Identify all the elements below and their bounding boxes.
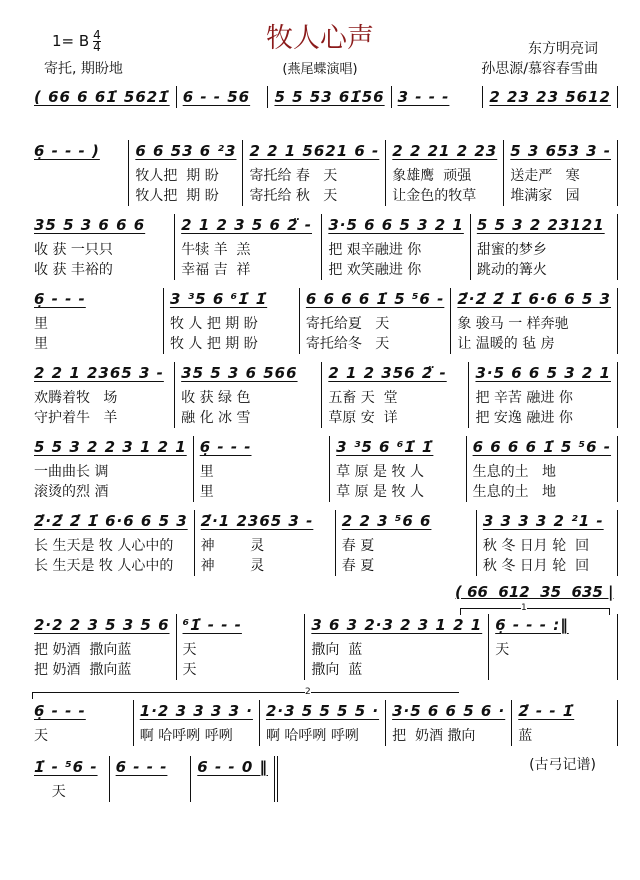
measure bbox=[330, 436, 466, 502]
measure-notes: 5 5 53 61̇56 bbox=[274, 88, 385, 106]
measure bbox=[175, 214, 322, 280]
measure-notes: 1·2 3 3 3 3 · bbox=[139, 702, 253, 720]
measure-notes: 2 23 23 5612 bbox=[489, 88, 611, 106]
lyric-verse-1: 一曲曲长 调 bbox=[34, 464, 109, 480]
measure-notes: 2 2 1 2365 3 - bbox=[34, 364, 164, 382]
lyric-verse-2: 生息的土 地 bbox=[472, 484, 556, 500]
lyric-verse-1: 甜蜜的梦乡 bbox=[476, 242, 547, 258]
lyric-verse-1: 天 bbox=[34, 784, 66, 800]
measure-notes: 1̇ - ⁵6 - bbox=[34, 758, 98, 776]
measure bbox=[177, 614, 306, 680]
staff-row bbox=[28, 362, 618, 428]
measure bbox=[260, 700, 386, 746]
measure-notes: 2̇·2̇ 2̇ 1̇ 6·6 6 5 3 bbox=[34, 512, 188, 530]
staff-row bbox=[28, 756, 278, 802]
measure-notes: 6 6 6 6 1̇ 5 ⁵6 - bbox=[472, 438, 612, 456]
measure bbox=[322, 214, 471, 280]
lyric-verse-2: 跳动的篝火 bbox=[476, 262, 547, 278]
measure bbox=[195, 510, 336, 576]
lyric-verse-2: 守护着牛 羊 bbox=[34, 410, 118, 426]
measure-notes: 2 2 1 5621 6 - bbox=[249, 142, 380, 160]
lyric-verse-1: 秋 冬 日月 轮 回 bbox=[482, 538, 590, 554]
measure bbox=[28, 140, 129, 206]
staff-row bbox=[28, 86, 618, 108]
measure bbox=[386, 140, 504, 206]
measure-notes: 6̣ - - - ) bbox=[34, 142, 100, 160]
staff-row bbox=[28, 288, 618, 354]
lyric-verse-1: 天 bbox=[495, 642, 510, 658]
measure bbox=[483, 86, 618, 108]
measure bbox=[129, 140, 243, 206]
interlude-notes: ( 66 612 35 635 | bbox=[455, 583, 614, 601]
measure bbox=[386, 700, 512, 746]
lyric-verse-1: 啊 哈呼咧 呼咧 bbox=[265, 728, 359, 744]
lyric-verse-1: 啊 哈呼咧 呼咧 bbox=[139, 728, 233, 744]
measure-notes: 3·5 6 6 5 3 2 1 bbox=[328, 216, 464, 234]
measure-notes: 2 2 21 2 23 bbox=[392, 142, 498, 160]
lyric-verse-2: 收 获 丰裕的 bbox=[34, 262, 113, 278]
lyric-verse-2: 幸福 吉 祥 bbox=[181, 262, 251, 278]
lyricist-credit: 东方明亮词 bbox=[528, 41, 598, 57]
measure-notes: 3 ³5 6 ⁶1̇ 1̇ bbox=[336, 438, 434, 456]
measure bbox=[28, 288, 164, 354]
measure bbox=[268, 86, 391, 108]
lyric-verse-1: 蓝 bbox=[518, 728, 533, 744]
lyric-verse-1: 把 奶酒 撒向蓝 bbox=[34, 642, 132, 658]
measure-notes: ⁶1̇ - - - bbox=[182, 616, 242, 634]
lyric-verse-2: 把 欢笑融进 你 bbox=[328, 262, 422, 278]
staff-row bbox=[28, 140, 618, 206]
lyric-verse-2: 让 温暖的 毡 房 bbox=[457, 336, 555, 352]
lyric-verse-1: 春 夏 bbox=[341, 538, 375, 554]
song-title: 牧人心声 bbox=[266, 23, 374, 54]
measure bbox=[177, 86, 269, 108]
lyric-verse-2: 滚烫的烈 酒 bbox=[34, 484, 109, 500]
lyric-verse-2: 撒向 蓝 bbox=[311, 662, 363, 678]
measure bbox=[322, 362, 469, 428]
lyric-verse-1: 里 bbox=[34, 316, 48, 332]
measure-notes: 6̣ - - - bbox=[199, 438, 252, 456]
measure bbox=[28, 362, 175, 428]
measure bbox=[191, 756, 278, 802]
lyric-verse-2: 融 化 冰 雪 bbox=[181, 410, 251, 426]
measure-notes: 3·5 6 6 5 6 · bbox=[392, 702, 506, 720]
lyric-verse-1: 寄托给 春 天 bbox=[249, 168, 338, 184]
staff-row bbox=[28, 700, 618, 746]
measure-notes: 3 3 3 3 2 ²1 - bbox=[482, 512, 604, 530]
measure bbox=[28, 86, 177, 108]
lyric-verse-2: 神 灵 bbox=[200, 558, 265, 574]
measure-notes: 6 - - 0 ‖ bbox=[197, 758, 268, 776]
lyric-verse-1: 牧人把 期 盼 bbox=[135, 168, 219, 184]
measure bbox=[451, 288, 618, 354]
measure-notes: 2̇·1 2365 3 - bbox=[200, 512, 314, 530]
lyric-verse-2: 牧人把 期 盼 bbox=[135, 188, 219, 204]
staff-row bbox=[28, 436, 618, 502]
measure-notes: 3 ³5 6 ⁶1̇ 1̇ bbox=[169, 290, 268, 308]
measure-notes: 2·2 2 3 5 3 5 6 bbox=[34, 616, 170, 634]
lyric-verse-2: 寄托给 秋 天 bbox=[249, 188, 338, 204]
lyric-verse-2: 春 夏 bbox=[341, 558, 375, 574]
measure bbox=[164, 288, 300, 354]
measure bbox=[134, 700, 260, 746]
measure-notes: 5 5 3 2 2 3 1 2 1 bbox=[34, 438, 187, 456]
lyric-verse-1: 象雄鹰 顽强 bbox=[392, 168, 472, 184]
staff-row bbox=[28, 614, 618, 680]
measure bbox=[489, 614, 618, 680]
lyric-verse-1: 牛犊 羊 羔 bbox=[181, 242, 251, 258]
measure-notes: 35 5 3 6 6 6 bbox=[34, 216, 146, 234]
lyric-verse-2: 寄托给冬 天 bbox=[305, 336, 390, 352]
lyric-verse-1: 里 bbox=[199, 464, 214, 480]
measure-notes: ( 66 6 61̇ 5621̇ bbox=[34, 88, 170, 106]
measure-notes: 6 - - 56 bbox=[182, 88, 251, 106]
lyric-verse-1: 收 获 绿 色 bbox=[181, 390, 251, 406]
measure-notes: 35 5 3 6 566 bbox=[181, 364, 298, 382]
lyric-verse-2: 草 原 是 牧 人 bbox=[336, 484, 424, 500]
staff-row bbox=[28, 510, 618, 576]
lyric-verse-1: 天 bbox=[34, 728, 48, 744]
measure-notes: 3 - - - bbox=[397, 88, 450, 106]
staff-row bbox=[28, 214, 618, 280]
lyric-verse-2: 天 bbox=[182, 662, 197, 678]
lyric-verse-2: 把 安逸 融进 你 bbox=[475, 410, 573, 426]
lyric-verse-1: 神 灵 bbox=[200, 538, 265, 554]
measure bbox=[512, 700, 618, 746]
measure bbox=[305, 614, 489, 680]
lyric-verse-1: 五畜 天 堂 bbox=[328, 390, 398, 406]
measure-notes: 6̣ - - - bbox=[34, 702, 86, 720]
composer-credit: 孙思源/慕容春雪曲 bbox=[481, 61, 598, 77]
lyric-verse-1: 象 骏马 一 样奔驰 bbox=[457, 316, 569, 332]
singer-credit: (燕尾蝶演唱) bbox=[282, 62, 358, 77]
lyric-verse-2: 把 奶酒 撒向蓝 bbox=[34, 662, 132, 678]
measure bbox=[194, 436, 330, 502]
measure bbox=[392, 86, 484, 108]
volta-bracket-2 bbox=[32, 687, 459, 699]
measure-notes: 2 1 2 356 2̈ - bbox=[328, 364, 447, 382]
measure bbox=[243, 140, 386, 206]
lyric-verse-2: 里 bbox=[199, 484, 214, 500]
transcriber-credit: (古弓记谱) bbox=[529, 757, 596, 773]
measure bbox=[28, 214, 175, 280]
lyric-verse-2: 让金色的牧草 bbox=[392, 188, 477, 204]
lyric-verse-1: 长 生天是 牧 人心中的 bbox=[34, 538, 174, 554]
tempo-marking: 寄托, 期盼地 bbox=[44, 61, 123, 77]
lyric-verse-2: 草原 安 详 bbox=[328, 410, 398, 426]
measure bbox=[28, 756, 110, 802]
lyric-verse-1: 把 辛苦 融进 你 bbox=[475, 390, 573, 406]
time-bottom: 4 bbox=[93, 40, 101, 54]
measure-notes: 2·3 5 5 5 5 · bbox=[265, 702, 380, 720]
measure-notes: 5 3 653 3 - bbox=[510, 142, 611, 160]
measure-notes: 6̣ - - - :‖ bbox=[495, 616, 569, 634]
key-label: 1= B bbox=[52, 32, 90, 50]
volta-bracket-1 bbox=[460, 603, 610, 615]
measure-notes: 5 5 3 2 23121 bbox=[476, 216, 605, 234]
lyric-verse-1: 牧 人 把 期 盼 bbox=[169, 316, 258, 332]
measure-notes: 3 6 3 2·3 2 3 1 2 1 bbox=[311, 616, 483, 634]
measure bbox=[28, 510, 195, 576]
measure bbox=[469, 362, 618, 428]
measure-notes: 6 6 53 6 ²3 bbox=[135, 142, 237, 160]
measure-notes: 6 - - - bbox=[115, 758, 168, 776]
measure bbox=[28, 614, 177, 680]
measure bbox=[467, 436, 618, 502]
lyric-verse-1: 撒向 蓝 bbox=[311, 642, 363, 658]
lyric-verse-1: 收 获 一只只 bbox=[34, 242, 113, 258]
time-top: 4 bbox=[93, 28, 101, 42]
measure-notes: 6̣ - - - bbox=[34, 290, 86, 308]
lyric-verse-1: 草 原 是 牧 人 bbox=[336, 464, 424, 480]
lyric-verse-1: 把 艰辛融进 你 bbox=[328, 242, 422, 258]
volta-number: 1 bbox=[521, 603, 527, 613]
measure bbox=[28, 436, 194, 502]
measure bbox=[110, 756, 192, 802]
volta-number: 2 bbox=[305, 687, 311, 697]
lyric-verse-2: 堆满家 园 bbox=[510, 188, 580, 204]
lyric-verse-2: 秋 冬 日月 轮 回 bbox=[482, 558, 590, 574]
measure bbox=[471, 214, 618, 280]
measure bbox=[28, 700, 134, 746]
lyric-verse-1: 送走严 寒 bbox=[510, 168, 580, 184]
measure-notes: 3·5 6 6 5 3 2 1 bbox=[475, 364, 611, 382]
measure bbox=[175, 362, 322, 428]
lyric-verse-1: 寄托给夏 天 bbox=[305, 316, 390, 332]
lyric-verse-1: 生息的土 地 bbox=[472, 464, 556, 480]
lyric-verse-1: 把 奶酒 撒向 bbox=[392, 728, 476, 744]
lyric-verse-2: 长 生天是 牧 人心中的 bbox=[34, 558, 174, 574]
measure-notes: 2̇ - - 1̇ bbox=[518, 702, 575, 720]
lyric-verse-2: 牧 人 把 期 盼 bbox=[169, 336, 258, 352]
lyric-verse-1: 天 bbox=[182, 642, 197, 658]
measure-notes: 2 1 2 3 5 6 2̈ - bbox=[181, 216, 312, 234]
measure-notes: 6 6 6 6 1̇ 5 ⁵6 - bbox=[305, 290, 445, 308]
measure bbox=[300, 288, 451, 354]
measure bbox=[336, 510, 477, 576]
measure bbox=[477, 510, 618, 576]
measure bbox=[504, 140, 618, 206]
lyric-verse-2: 里 bbox=[34, 336, 48, 352]
measure-notes: 2 2 3 ⁵6 6 bbox=[341, 512, 432, 530]
measure-notes: 2̇·2̇ 2̇ 1̇ 6·6 6 5 3 bbox=[457, 290, 611, 308]
lyric-verse-1: 欢腾着牧 场 bbox=[34, 390, 118, 406]
